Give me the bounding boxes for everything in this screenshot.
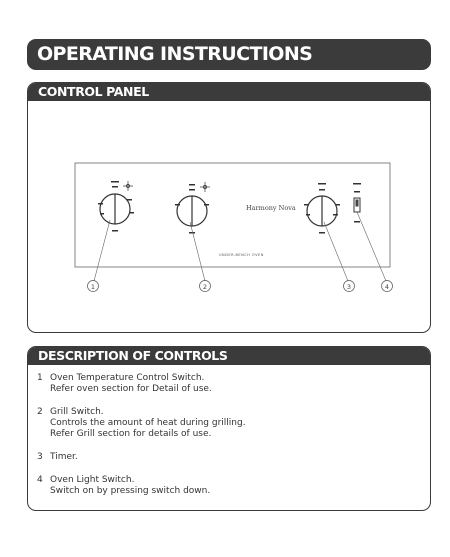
svg-text:2: 2 bbox=[202, 283, 208, 291]
control-panel-header bbox=[28, 83, 430, 101]
control-panel-section bbox=[27, 82, 431, 333]
description-section bbox=[27, 346, 431, 511]
title-banner bbox=[27, 39, 431, 70]
svg-text:1: 1 bbox=[90, 283, 96, 291]
model-label: UNDER-BENCH OVEN bbox=[219, 253, 264, 257]
list-item: 4 Oven Light Switch. Switch on by pressing switch down. bbox=[37, 475, 211, 496]
brand-label: Harmony Nova bbox=[246, 204, 296, 212]
oven-light-switch bbox=[353, 183, 361, 223]
callout-3 bbox=[344, 281, 355, 292]
timer-knob bbox=[304, 183, 340, 234]
callout-2 bbox=[200, 281, 211, 292]
sun-icon bbox=[200, 182, 210, 192]
list-item: 3 Timer. bbox=[37, 452, 78, 462]
svg-text:4: 4 bbox=[384, 283, 390, 291]
list-item: 1 Oven Temperature Control Switch. Refer oven section for Detail of use. bbox=[37, 373, 212, 394]
page-title: OPERATING INSTRUCTIONS bbox=[37, 43, 313, 65]
description-header bbox=[28, 347, 430, 365]
list-item: 2 Grill Switch. Controls the amount of heat during grilling. Refer Grill section for details of use. bbox=[37, 407, 246, 439]
callout-4 bbox=[382, 281, 393, 292]
control-panel-diagram bbox=[28, 101, 431, 333]
control-panel-heading: CONTROL PANEL bbox=[38, 84, 149, 99]
svg-text:3: 3 bbox=[346, 283, 352, 291]
controls-description-list bbox=[37, 373, 246, 509]
callout-1 bbox=[88, 281, 99, 292]
leader-lines bbox=[94, 212, 386, 281]
grill-knob bbox=[175, 182, 210, 234]
oven-temperature-knob bbox=[98, 181, 134, 232]
sun-icon bbox=[123, 181, 133, 191]
description-heading: DESCRIPTION OF CONTROLS bbox=[38, 348, 228, 363]
